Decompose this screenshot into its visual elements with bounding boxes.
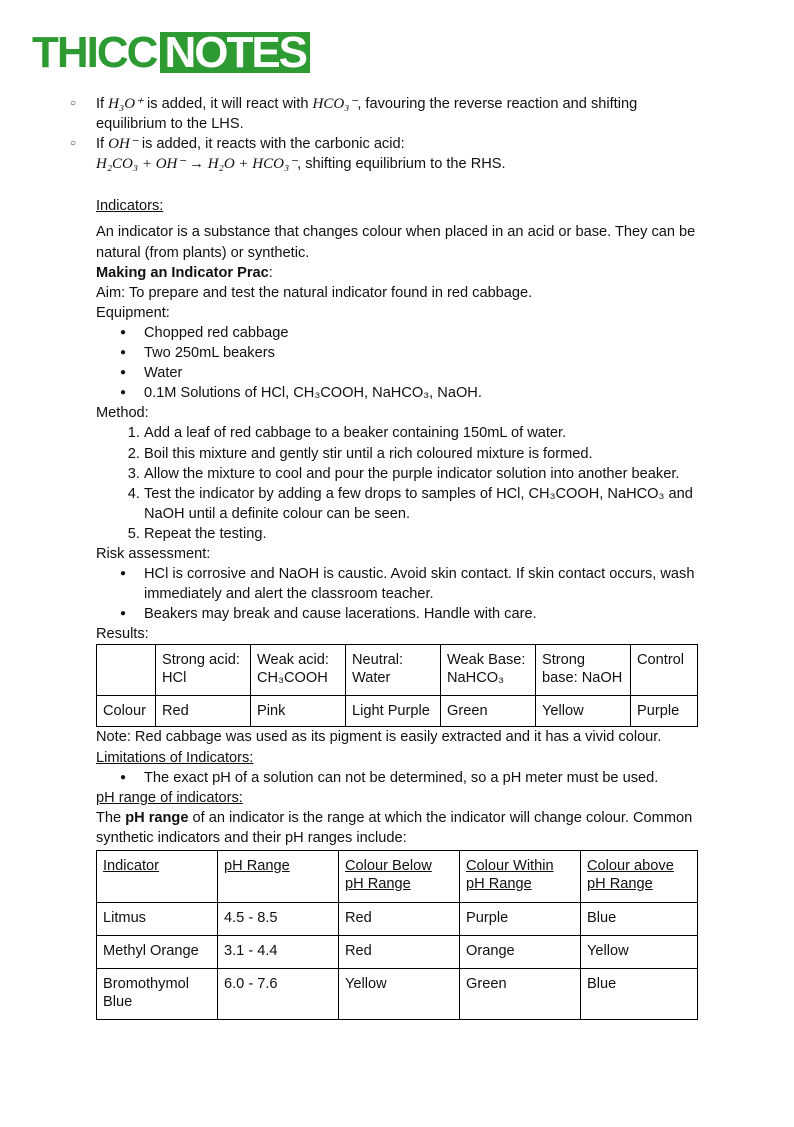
table-header: Indicator [103, 858, 159, 874]
table-cell: Green [441, 696, 536, 727]
table-cell: Red [339, 936, 460, 969]
table-header: pH Range [224, 858, 290, 874]
table-cell: Methyl Orange [97, 936, 218, 969]
method-label: Method: [96, 405, 149, 422]
table-row [97, 851, 698, 903]
table-cell: Purple [631, 696, 698, 727]
table-cell: Weak Base: NaHCO₃ [441, 645, 536, 696]
equilibrium-list [0, 94, 706, 174]
list-item: ● Water [144, 363, 706, 383]
ph-range-heading: pH range of indicators: [96, 789, 243, 806]
aim: Aim: To prepare and test the natural indicator found in red cabbage. [96, 284, 533, 301]
risk-label: Risk assessment: [96, 545, 211, 562]
method-list [96, 423, 706, 544]
ph-range-table [96, 850, 698, 1020]
list-item: 4. Test the indicator by adding a few drops to samples of HCl, CH₃COOH, NaHCO₃ and NaOH until a definite colour can be seen. [144, 484, 706, 524]
table-row [97, 936, 698, 969]
table-cell: Blue [581, 903, 698, 936]
note: Note: Red cabbage was used as its pigment is easily extracted and it has a vivid colour. [96, 729, 662, 746]
list-item: ○ If OH⁻ is added, it reacts with the carbonic acid: H₂CO₃ + OH⁻ → H₂O + HCO₃⁻, shifting equilibrium to the RHS. [96, 134, 706, 174]
list-item: ● The exact pH of a solution can not be determined, so a pH meter must be used. [144, 768, 706, 788]
indicators-text: An indicator is a substance that changes colour when placed in an acid or base. They can be natural (from plants) or synthetic. [96, 224, 696, 261]
prac-heading: Making an Indicator Prac [96, 264, 269, 281]
list-item: 5. Repeat the testing. [144, 524, 706, 544]
table-cell: Red [339, 903, 460, 936]
table-cell: Strong acid: HCl [156, 645, 251, 696]
table-cell: Orange [460, 936, 581, 969]
list-item: ● Beakers may break and cause lacerations. Handle with care. [144, 604, 706, 624]
table-cell: Purple [460, 903, 581, 936]
table-cell [97, 645, 156, 696]
list-item: ● 0.1M Solutions of HCl, CH₃COOH, NaHCO₃, NaOH. [144, 383, 706, 403]
table-cell: Blue [581, 969, 698, 1020]
table-cell: Control [631, 645, 698, 696]
table-row [97, 645, 698, 696]
list-item: ● Two 250mL beakers [144, 343, 706, 363]
list-item: ● HCl is corrosive and NaOH is caustic. Avoid skin contact. If skin contact occurs, wash immediately and alert the classroom teacher. [144, 564, 706, 604]
list-item: 2. Boil this mixture and gently stir until a rich coloured mixture is formed. [144, 444, 706, 464]
equipment-label: Equipment: [96, 304, 170, 321]
table-header: Colour Below pH Range [345, 858, 432, 892]
results-label: Results: [96, 626, 149, 643]
list-item: 3. Allow the mixture to cool and pour the purple indicator solution into another beaker. [144, 464, 706, 484]
table-cell: Neutral: Water [346, 645, 441, 696]
table-cell: Red [156, 696, 251, 727]
table-header: Colour above pH Range [587, 858, 674, 892]
document-body: ○ If H₃O⁺ is added, it will react with HCO₃⁻, favouring the reverse reaction and shifting equilibrium to the LHS. ○ If OH⁻ is added, it reacts with the carbonic acid: H₂CO₃ + OH⁻ → H₂O + HCO₃⁻, shifting equilibrium to the RHS. Indicators: An indicator is a substance that changes colour when placed in an acid or base. They can be natural (from plants) or synthetic. Making an Indicator Prac: Aim: To prepare and test the natural indicator found in red cabbage. Equipment: ● Chopped red cabbage ● Two 250mL beakers ● Water ● 0.1M Solutions of HCl, CH₃COOH, NaHCO₃, NaOH. Method: 1. Add a leaf of red cabbage to a beaker containing 150mL of water. 2. Boil this mixture and gently stir until a rich coloured mixture is formed. 3. Allow the mixture to cool and pour the purple indicator solution into another beaker. 4. Test the indicator by adding a few drops to samples of HCl, CH₃COOH, NaHCO₃ and NaOH until a definite colour can be seen. 5. Repeat the testing. Risk assessment: ● HCl is corrosive and NaOH is caustic. Avoid skin contact. If skin contact occurs, wash immediately and alert the classroom teacher. ● Beakers may break and cause lacerations. Handle with care. Results: Strong acid: HCl Weak acid: CH₃COOH Neutral: Water Weak Base: NaHCO₃ Strong base: NaOH Control Colour Red Pink Light Purple Green Yellow Purple Note: Red cabbage was used as its pigment is easily extracted and it has a vivid colour. Limitations of Indicators: ● The exact pH of a solution can not be determined, so a pH meter must be used. pH range of indicators: The pH range of an indicator is the range at which the indicator will change colour. Common synthetic indicators and their pH ranges include: Indicator pH Range Colour Below pH Range Colour Within pH Range Colour above pH Range Litmus 4.5 - 8.5 Red Purple Blue Methyl Orange 3.1 - 4.4 Red Orange Yellow Bromothymol Blue 6.0 - 7.6 Yellow Green Blue [96, 94, 706, 1020]
table-cell: Green [460, 969, 581, 1020]
list-item: ○ If H₃O⁺ is added, it will react with HCO₃⁻, favouring the reverse reaction and shifting equilibrium to the LHS. [96, 94, 706, 134]
risk-list [96, 564, 706, 624]
logo-text: THICC [32, 27, 157, 77]
limitations-heading: Limitations of Indicators: [96, 749, 254, 766]
table-cell: Colour [97, 696, 156, 727]
table-cell: Yellow [536, 696, 631, 727]
table-row [97, 696, 698, 727]
limitations-list [96, 768, 706, 788]
logo-text-box: NOTES [160, 32, 310, 73]
list-item: 1. Add a leaf of red cabbage to a beaker containing 150mL of water. [144, 423, 706, 443]
ph-range-text: The pH range of an indicator is the range at which the indicator will change colour. Common synthetic indicators and their pH ranges include: [96, 809, 693, 846]
table-header: Colour Within pH Range [466, 858, 554, 892]
table-cell: Pink [251, 696, 346, 727]
table-cell: Yellow [581, 936, 698, 969]
list-item: ● Chopped red cabbage [144, 323, 706, 343]
table-cell: 3.1 - 4.4 [218, 936, 339, 969]
table-cell: Yellow [339, 969, 460, 1020]
equipment-list [96, 323, 706, 403]
table-cell: 4.5 - 8.5 [218, 903, 339, 936]
table-cell: 6.0 - 7.6 [218, 969, 339, 1020]
table-cell: Light Purple [346, 696, 441, 727]
table-cell: Strong base: NaOH [536, 645, 631, 696]
table-cell: Weak acid: CH₃COOH [251, 645, 346, 696]
thiccnotes-logo [32, 27, 310, 77]
table-cell: Bromothymol Blue [97, 969, 218, 1020]
indicators-heading: Indicators: [96, 198, 164, 215]
results-table [96, 644, 698, 727]
table-row [97, 903, 698, 936]
table-row [97, 969, 698, 1020]
table-cell: Litmus [97, 903, 218, 936]
